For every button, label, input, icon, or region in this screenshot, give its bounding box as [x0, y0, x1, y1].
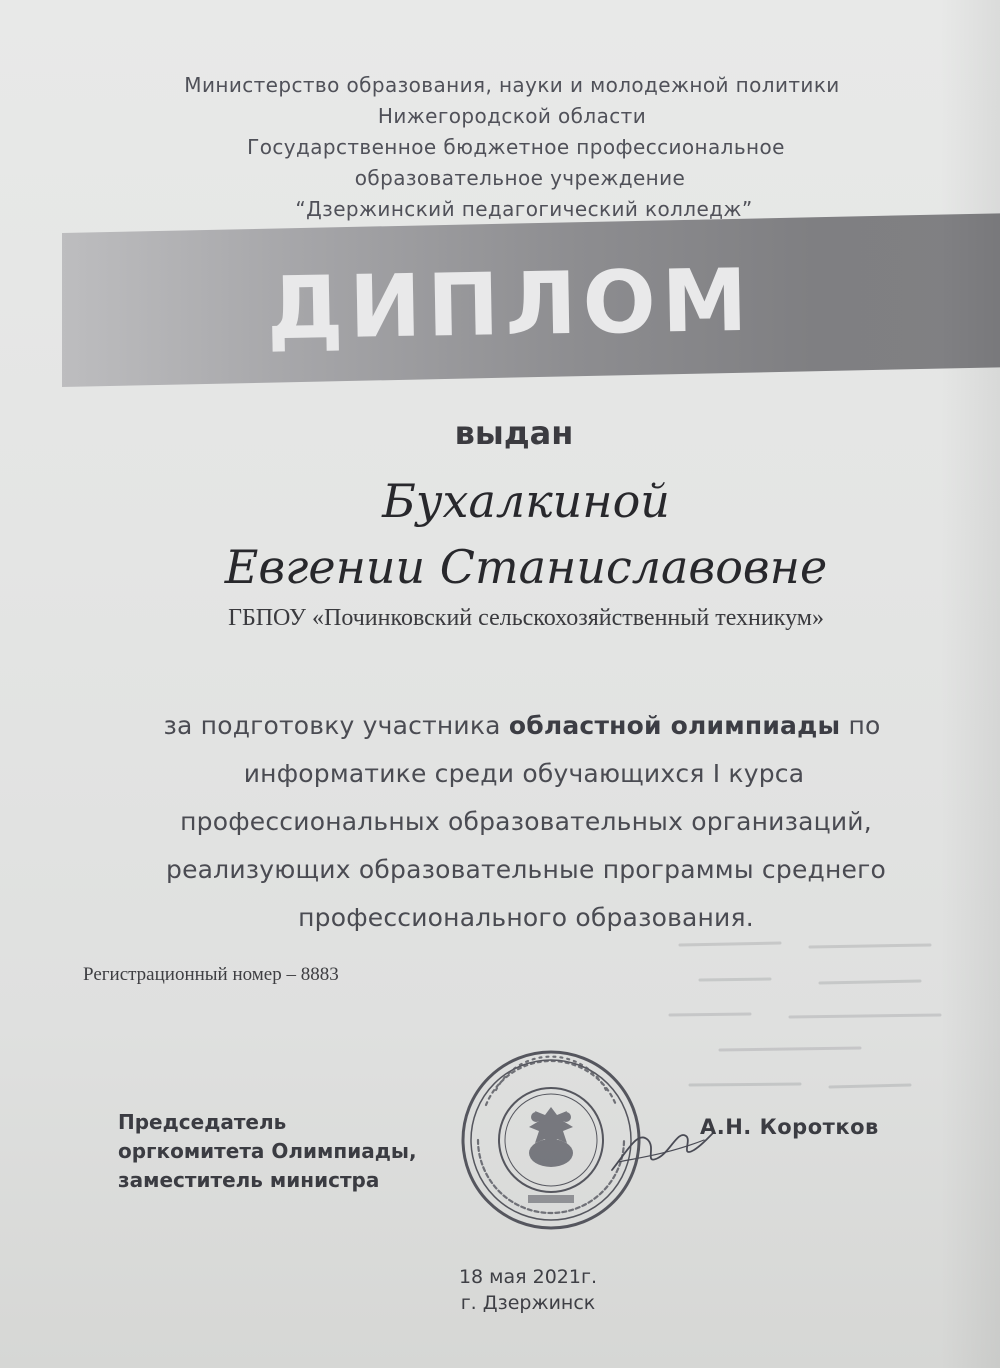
issuer-line-ministry: Министерство образования, науки и молодежной политики	[184, 73, 840, 97]
signatory-title-line-2: оргкомитета Олимпиады,	[118, 1139, 417, 1163]
bleed-through-text-icon	[660, 925, 960, 1115]
recipient-organization: ГБПОУ «Починковский сельскохозяйственный техникум»	[228, 605, 824, 631]
issue-city: г. Дзержинск	[460, 1292, 596, 1314]
reason-line-1-pre: за подготовку участника	[163, 711, 509, 740]
issuer-header	[0, 70, 1000, 225]
award-reason	[0, 702, 1000, 942]
issue-place-date	[28, 1264, 1000, 1316]
signatory-name: А.Н. Коротков	[700, 1115, 879, 1139]
issuer-line-college-name: “Дзержинский педагогический колледж”	[295, 197, 753, 221]
signatory-title-line-3: заместитель министра	[118, 1168, 380, 1192]
issuer-line-region: Нижегородской области	[377, 104, 647, 128]
signatory-title	[118, 1108, 417, 1195]
issuer-line-institution-type: Государственное бюджетное профессиональное	[247, 135, 785, 159]
issuer-line-institution-kind: образовательное учреждение	[354, 166, 686, 190]
registration-number: Регистрационный номер – 8883	[83, 964, 339, 985]
reason-line-4: реализующих образовательные программы среднего	[166, 855, 886, 884]
reason-line-1-post: по	[840, 711, 881, 740]
diploma-title: ДИПЛОМ	[265, 250, 755, 360]
issued-label: выдан	[454, 414, 574, 452]
recipient-given-name: Евгении Станиславовне	[224, 540, 828, 594]
issue-date: 18 мая 2021г.	[458, 1266, 598, 1288]
reason-line-3: профессиональных образовательных организаций,	[180, 807, 872, 836]
reason-line-1	[22, 702, 1000, 750]
reason-line-5: профессионального образования.	[298, 903, 754, 932]
recipient-surname: Бухалкиной	[382, 474, 670, 528]
signatory-title-line-1: Председатель	[118, 1110, 287, 1134]
reason-line-2: информатике среди обучающихся I курса	[243, 759, 805, 788]
reason-olympiad-bold: областной олимпиады	[508, 711, 841, 740]
